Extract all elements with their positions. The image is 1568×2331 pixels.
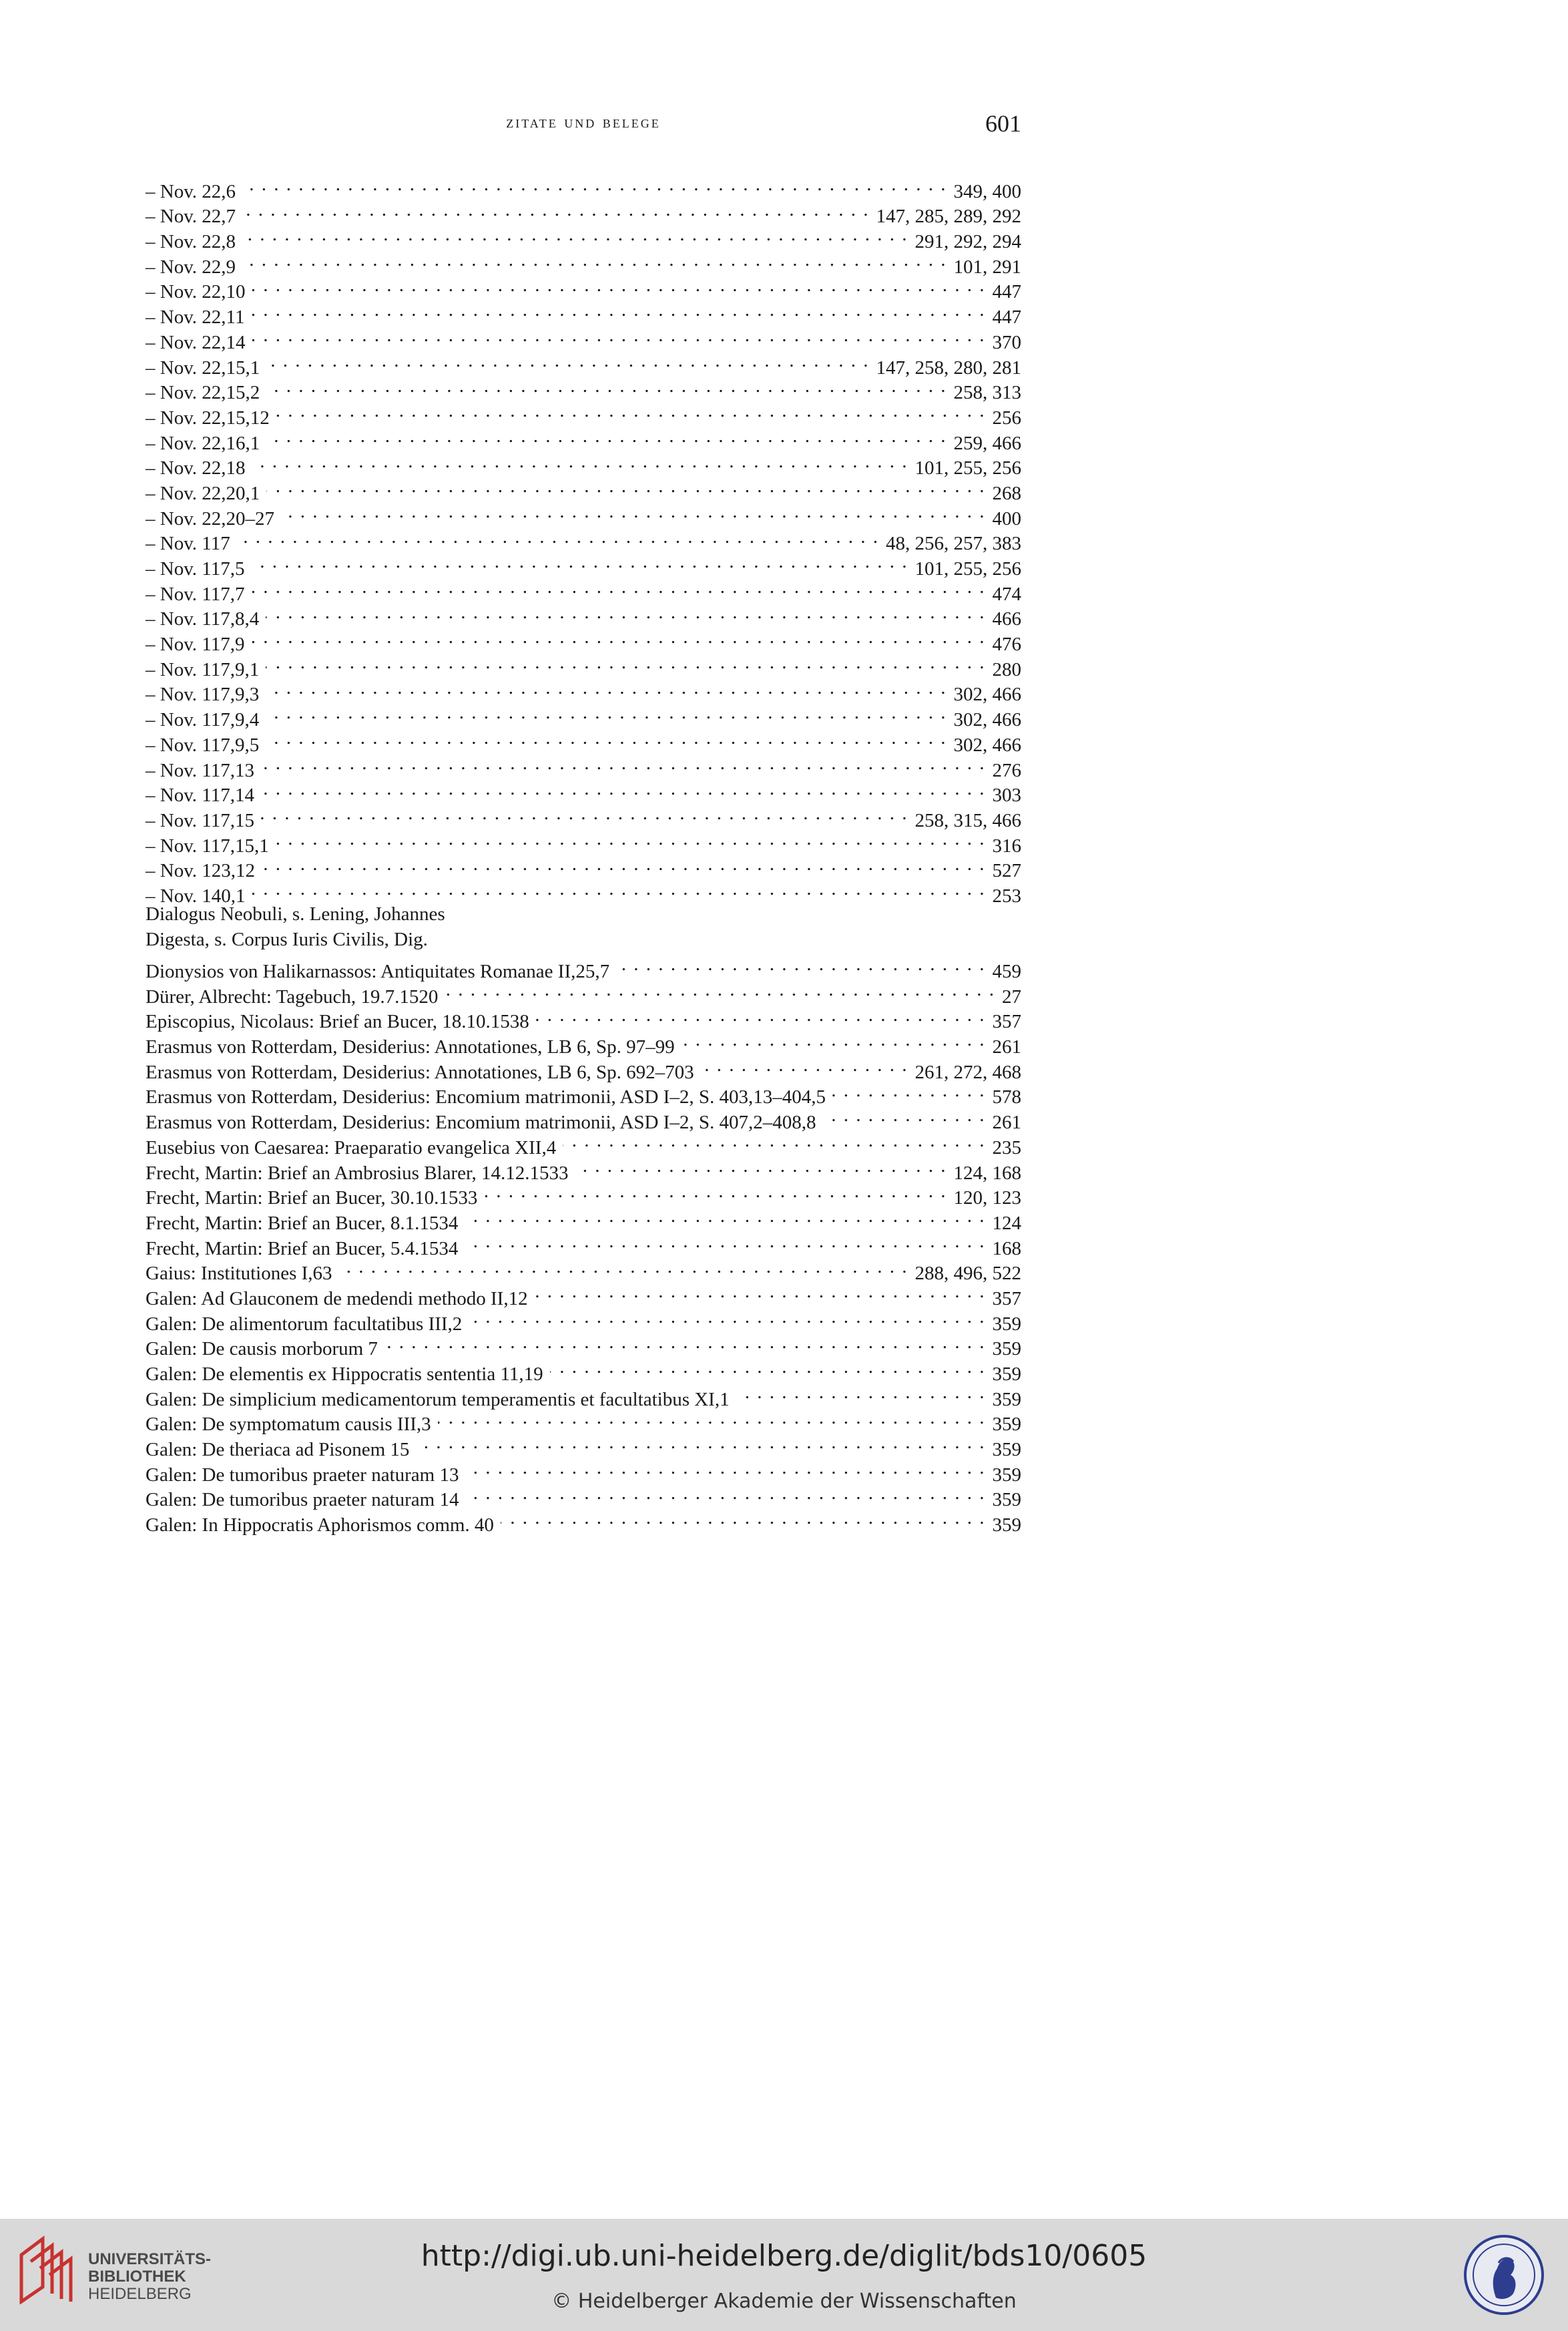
dot-leader — [252, 323, 986, 349]
logo-line-2: BIBLIOTHEK — [88, 2268, 186, 2286]
entry-page-refs: 466 — [992, 608, 1021, 630]
entry-page-refs: 474 — [992, 583, 1021, 605]
dot-leader — [465, 1456, 985, 1481]
entry-title: Gaius: Institutiones I,63 — [146, 1263, 332, 1285]
entry-page-refs: 276 — [992, 759, 1021, 781]
dot-leader — [251, 625, 985, 650]
entry-title: Frecht, Martin: Brief an Bucer, 8.1.1534 — [146, 1212, 459, 1234]
entry-page-refs: 357 — [992, 1287, 1021, 1309]
index-entry — [146, 298, 1021, 329]
copyright-notice: © Heidelberger Akademie der Wissenschaften — [551, 2290, 1017, 2313]
dot-leader — [484, 1179, 947, 1205]
entry-title: – Nov. 22,18 — [146, 457, 246, 479]
entry-page-refs: 302, 466 — [953, 734, 1021, 756]
logo-line-3: HEIDELBERG — [88, 2285, 192, 2303]
dot-leader — [266, 650, 985, 676]
entry-page-refs: 101, 255, 256 — [914, 558, 1021, 580]
dot-leader — [266, 700, 947, 726]
entry-page-refs: 359 — [992, 1439, 1021, 1461]
dot-leader — [469, 1305, 985, 1330]
dot-leader — [266, 726, 947, 751]
entry-page-refs: 253 — [992, 885, 1021, 907]
entry-page-refs: 27 — [1002, 986, 1021, 1008]
entry-title: Galen: In Hippocratis Aphorismos comm. 40 — [146, 1514, 494, 1536]
entry-title: Galen: De alimentorum facultatibus III,2 — [146, 1313, 463, 1335]
dot-leader — [550, 1355, 986, 1380]
entry-title: – Nov. 117,5 — [146, 558, 245, 580]
index-entry — [146, 525, 1021, 555]
entry-title: – Nov. 22,11 — [146, 306, 245, 329]
index-entry — [146, 575, 1021, 605]
entry-page-refs: 316 — [992, 835, 1021, 857]
entry-title: – Nov. 123,12 — [146, 860, 256, 882]
index-entry — [146, 902, 1021, 927]
dot-leader — [242, 172, 947, 198]
entry-title: Galen: De causis morborum 7 — [146, 1338, 378, 1360]
entry-title: Frecht, Martin: Brief an Bucer, 5.4.1534 — [146, 1237, 459, 1259]
entry-title: – Nov. 22,10 — [146, 281, 246, 303]
entry-title: Digesta, s. Corpus Iuris Civilis, Dig. — [146, 928, 428, 950]
index-entry — [146, 550, 1021, 580]
entry-title: Frecht, Martin: Brief an Ambrosius Blarer, 14.12.1533 — [146, 1162, 569, 1184]
index-entry — [146, 499, 1021, 529]
entry-title: Dürer, Albrecht: Tagebuch, 19.7.1520 — [146, 986, 439, 1008]
dot-leader — [832, 1078, 986, 1104]
index-entry — [146, 172, 1021, 202]
entry-page-refs: 168 — [992, 1237, 1021, 1259]
entry-page-refs: 259, 466 — [953, 432, 1021, 454]
dot-leader — [281, 499, 985, 525]
index-entry — [146, 248, 1021, 278]
index-entry — [146, 751, 1021, 781]
entry-title: – Nov. 117 — [146, 533, 230, 555]
dot-leader — [266, 349, 869, 374]
index-entry — [146, 676, 1021, 706]
entry-page-refs: 447 — [992, 281, 1021, 303]
dot-leader — [416, 1430, 985, 1456]
entry-page-refs: 302, 466 — [953, 684, 1021, 706]
index-list — [146, 172, 1021, 1536]
dot-leader — [266, 474, 985, 499]
dot-leader — [465, 1481, 985, 1506]
logo-line-1: UNIVERSITÄTS- — [88, 2250, 212, 2268]
entry-page-refs: 258, 313 — [953, 382, 1021, 404]
entry-page-refs: 400 — [992, 507, 1021, 529]
entry-page-refs: 124, 168 — [953, 1162, 1021, 1184]
page-number: 601 — [985, 110, 1021, 137]
dot-leader — [266, 600, 985, 626]
dot-leader — [822, 1103, 985, 1128]
index-entry — [146, 222, 1021, 253]
dot-leader — [251, 575, 985, 600]
entry-title: Dialogus Neobuli, s. Lening, Johannes — [146, 903, 445, 925]
entry-title: Galen: Ad Glauconem de medendi methodo II,12 — [146, 1287, 528, 1309]
dot-leader — [266, 424, 947, 449]
dot-leader — [266, 374, 947, 399]
index-entry — [146, 726, 1021, 756]
dot-leader — [563, 1128, 985, 1154]
entry-title: Erasmus von Rotterdam, Desiderius: Encomium matrimonii, ASD I–2, S. 407,2–408,8 — [146, 1112, 816, 1134]
footer-bar — [0, 2219, 1568, 2331]
index-entry — [146, 650, 1021, 680]
academy-seal-icon — [1463, 2234, 1545, 2316]
index-entry — [146, 600, 1021, 630]
entry-page-refs: 101, 255, 256 — [914, 457, 1021, 479]
entry-page-refs: 476 — [992, 634, 1021, 656]
entry-page-refs: 349, 400 — [953, 180, 1021, 202]
entry-page-refs: 124 — [992, 1212, 1021, 1234]
dot-leader — [575, 1154, 947, 1179]
entry-title: – Nov. 117,9,1 — [146, 658, 260, 680]
entry-page-refs: 256 — [992, 407, 1021, 429]
entry-page-refs: 527 — [992, 860, 1021, 882]
dot-leader — [276, 399, 986, 424]
index-entry — [146, 700, 1021, 731]
running-head: zitate und belege — [506, 112, 661, 132]
entry-page-refs: 268 — [992, 482, 1021, 504]
dot-leader — [252, 273, 986, 298]
entry-title: – Nov. 117,8,4 — [146, 608, 260, 630]
entry-title: – Nov. 117,9,3 — [146, 684, 260, 706]
index-entry — [146, 449, 1021, 479]
entry-title: – Nov. 22,16,1 — [146, 432, 260, 454]
entry-page-refs: 291, 292, 294 — [914, 231, 1021, 253]
index-entry — [146, 323, 1021, 353]
entry-title: Eusebius von Caesarea: Praeparatio evangelica XII,4 — [146, 1136, 557, 1158]
entry-page-refs: 359 — [992, 1338, 1021, 1360]
dot-leader — [682, 1028, 986, 1053]
entry-page-refs: 303 — [992, 785, 1021, 807]
entry-page-refs: 359 — [992, 1313, 1021, 1335]
entry-page-refs: 280 — [992, 658, 1021, 680]
entry-title: Erasmus von Rotterdam, Desiderius: Encomium matrimonii, ASD I–2, S. 403,13–404,5 — [146, 1086, 826, 1108]
dot-leader — [616, 952, 985, 978]
entry-title: Galen: De theriaca ad Pisonem 15 — [146, 1439, 410, 1461]
dot-leader — [501, 1506, 986, 1531]
entry-page-refs: 357 — [992, 1011, 1021, 1033]
dot-leader — [339, 1255, 908, 1280]
dot-leader — [261, 777, 986, 802]
index-entry — [146, 827, 1021, 857]
index-entry — [146, 952, 1021, 982]
dot-leader — [535, 1279, 986, 1305]
dot-leader — [438, 1406, 986, 1431]
entry-page-refs: 370 — [992, 331, 1021, 353]
entry-title: Galen: De elementis ex Hippocratis sententia 11,19 — [146, 1363, 543, 1385]
dot-leader — [736, 1380, 986, 1406]
entry-title: – Nov. 117,9 — [146, 634, 245, 656]
dot-leader — [465, 1204, 985, 1229]
entry-title: – Nov. 117,15 — [146, 809, 254, 831]
entry-page-refs: 147, 285, 289, 292 — [876, 206, 1021, 228]
entry-title: Dionysios von Halikarnassos: Antiquitates Romanae II,25,7 — [146, 961, 610, 982]
entry-title: – Nov. 22,14 — [146, 331, 246, 353]
entry-page-refs: 578 — [992, 1086, 1021, 1108]
entry-page-refs: 101, 291 — [953, 256, 1021, 278]
entry-page-refs: 359 — [992, 1464, 1021, 1486]
entry-page-refs: 147, 258, 280, 281 — [876, 357, 1021, 379]
entry-page-refs: 447 — [992, 306, 1021, 329]
entry-page-refs: 288, 496, 522 — [914, 1263, 1021, 1285]
entry-page-refs: 359 — [992, 1388, 1021, 1410]
entry-page-refs: 359 — [992, 1414, 1021, 1436]
entry-page-refs: 258, 315, 466 — [914, 809, 1021, 831]
entry-title: – Nov. 22,15,12 — [146, 407, 270, 429]
dot-leader — [701, 1053, 908, 1078]
entry-page-refs: 359 — [992, 1489, 1021, 1511]
index-entry — [146, 777, 1021, 807]
dot-leader — [536, 1003, 986, 1028]
dot-leader — [242, 198, 869, 223]
dot-leader — [384, 1330, 986, 1355]
dot-leader — [251, 550, 908, 575]
dot-leader — [242, 248, 947, 273]
index-entry — [146, 877, 1021, 907]
index-entry — [146, 399, 1021, 429]
dot-leader — [261, 801, 908, 827]
dot-leader — [261, 751, 986, 777]
entry-title: – Nov. 140,1 — [146, 885, 246, 907]
entry-page-refs: 235 — [992, 1136, 1021, 1158]
entry-title: Galen: De tumoribus praeter naturam 13 — [146, 1464, 459, 1486]
entry-page-refs: 261 — [992, 1112, 1021, 1134]
entry-title: – Nov. 22,20–27 — [146, 507, 275, 529]
dot-leader — [252, 449, 908, 475]
entry-title: – Nov. 117,9,5 — [146, 734, 260, 756]
entry-title: Galen: De symptomatum causis III,3 — [146, 1414, 431, 1436]
page-header — [146, 110, 1021, 139]
entry-title: – Nov. 117,14 — [146, 785, 254, 807]
dot-leader — [252, 877, 986, 902]
entry-page-refs: 359 — [992, 1363, 1021, 1385]
dot-leader — [262, 852, 985, 877]
index-entry — [146, 474, 1021, 504]
entry-page-refs: 359 — [992, 1514, 1021, 1536]
entry-title: Erasmus von Rotterdam, Desiderius: Annotationes, LB 6, Sp. 692–703 — [146, 1061, 694, 1083]
dot-leader — [266, 676, 947, 701]
index-entry — [146, 349, 1021, 379]
entry-title: Erasmus von Rotterdam, Desiderius: Annotationes, LB 6, Sp. 97–99 — [146, 1036, 675, 1058]
entry-title: – Nov. 22,6 — [146, 180, 236, 202]
entry-title: – Nov. 22,7 — [146, 206, 236, 228]
entry-title: – Nov. 22,20,1 — [146, 482, 260, 504]
index-entry — [146, 852, 1021, 882]
entry-title: Episcopius, Nicolaus: Brief an Bucer, 18.10.1538 — [146, 1011, 529, 1033]
entry-title: – Nov. 117,15,1 — [146, 835, 269, 857]
index-entry — [146, 198, 1021, 228]
entry-page-refs: 459 — [992, 961, 1021, 982]
entry-title: Frecht, Martin: Brief an Bucer, 30.10.1533 — [146, 1187, 478, 1209]
dot-leader — [251, 298, 985, 323]
entry-title: – Nov. 22,9 — [146, 256, 236, 278]
entry-title: Galen: De tumoribus praeter naturam 14 — [146, 1489, 459, 1511]
entry-title: – Nov. 117,9,4 — [146, 709, 260, 731]
entry-title: – Nov. 22,8 — [146, 231, 236, 253]
dot-leader — [276, 827, 986, 852]
entry-page-refs: 261, 272, 468 — [914, 1061, 1021, 1083]
entry-title: – Nov. 117,13 — [146, 759, 254, 781]
dot-leader — [465, 1229, 985, 1255]
index-entry — [146, 374, 1021, 404]
dot-leader — [237, 525, 879, 550]
index-entry — [146, 424, 1021, 454]
entry-title: – Nov. 22,15,2 — [146, 382, 260, 404]
entry-page-refs: 48, 256, 257, 383 — [886, 533, 1021, 555]
dot-leader — [445, 978, 995, 1003]
index-entry — [146, 927, 1021, 953]
document-url-link[interactable]: http://digi.ub.uni-heidelberg.de/diglit/bds10/0605 — [421, 2239, 1147, 2273]
index-entry — [146, 801, 1021, 831]
entry-title: – Nov. 117,7 — [146, 583, 245, 605]
index-entry — [146, 273, 1021, 303]
entry-page-refs: 302, 466 — [953, 709, 1021, 731]
entry-page-refs: 120, 123 — [953, 1187, 1021, 1209]
dot-leader — [242, 222, 908, 248]
entry-page-refs: 261 — [992, 1036, 1021, 1058]
entry-title: – Nov. 22,15,1 — [146, 357, 260, 379]
index-entry — [146, 625, 1021, 656]
entry-title: Galen: De simplicium medicamentorum temperamentis et facultatibus XI,1 — [146, 1388, 730, 1410]
